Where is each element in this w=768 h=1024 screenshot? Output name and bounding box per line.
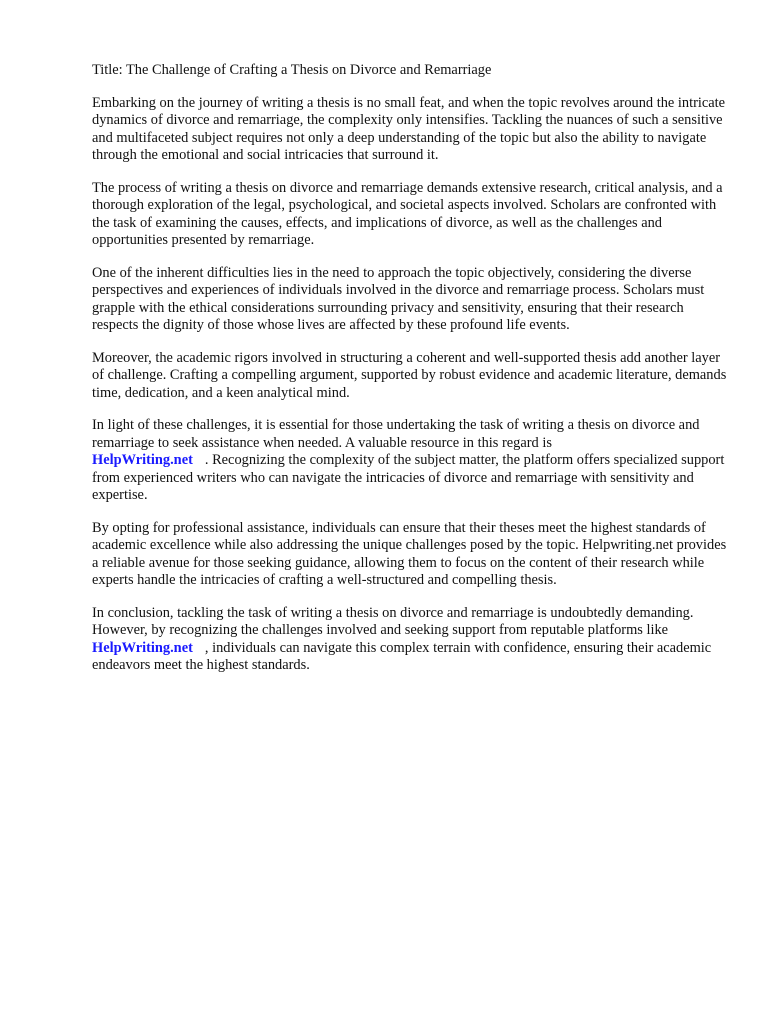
paragraph-conclusion-text-before: In conclusion, tackling the task of writing a thesis on divorce and remarriage is undoubtedly demanding. However, by recognizing the challenges involved and seeking support from reputable platforms like xyxy=(92,604,694,638)
helpwriting-link[interactable]: HelpWriting.net xyxy=(92,452,193,468)
paragraph-academic-rigors: Moreover, the academic rigors involved in structuring a coherent and well-supported thesis add another layer of challenge. Crafting a compelling argument, supported by robust evidence and academic literature, demands time, dedication, and a keen analytical mind. xyxy=(92,349,727,401)
paragraph-difficulties: One of the inherent difficulties lies in the need to approach the topic objectively, considering the diverse perspectives and experiences of individuals involved in the divorce and remarriage process. Scholars must grapple with the ethical considerations surrounding privacy and sensitivity, ensuring that their research respects the dignity of those whose lives are affected by these profound life events. xyxy=(92,264,705,333)
helpwriting-link-conclusion[interactable]: HelpWriting.net xyxy=(92,639,193,656)
paragraph-intro: Embarking on the journey of writing a thesis is no small feat, and when the topic revolves around the intricate dynamics of divorce and remarriage, the complexity only intensifies. Tackling the nuances of such a sensitive and multifaceted subject requires not only a deep understanding of the topic but also the ability to navigate through the emotional and social intricacies that surround it. xyxy=(92,94,726,163)
paragraph-assistance-text-before: In light of these challenges, it is essential for those undertaking the task of writing a thesis on divorce and remarriage to seek assistance when needed. A valuable resource in this regard is xyxy=(92,417,700,451)
paragraph-assistance xyxy=(92,417,732,505)
paragraph-professional-assistance: By opting for professional assistance, individuals can ensure that their theses meet the highest standards of academic excellence while also addressing the unique challenges posed by the topic. Helpwriting.net provides a reliable avenue for those seeking guidance, allowing them to focus on the content of their research while experts handle the intricacies of crafting a well-structured and compelling thesis. xyxy=(92,519,727,588)
document-title: Title: The Challenge of Crafting a Thesis on Divorce and Remarriage xyxy=(92,62,492,78)
paragraph-process: The process of writing a thesis on divorce and remarriage demands extensive research, critical analysis, and a thorough exploration of the legal, psychological, and societal aspects involved. Scholars are confronted with the task of examining the causes, effects, and implications of divorce, as well as the challenges and opportunities presented by remarriage. xyxy=(92,179,723,248)
paragraph-conclusion-text-after: , individuals can navigate this complex terrain with confidence, ensuring their academic endeavors meet the highest standards. xyxy=(92,639,712,673)
paragraph-conclusion xyxy=(92,605,732,675)
paragraph-assistance-text-after: . Recognizing the complexity of the subject matter, the platform offers specialized support from experienced writers who can navigate the intricacies of divorce and remarriage with sensitivity and expertise. xyxy=(92,452,725,503)
document-body xyxy=(92,62,732,690)
